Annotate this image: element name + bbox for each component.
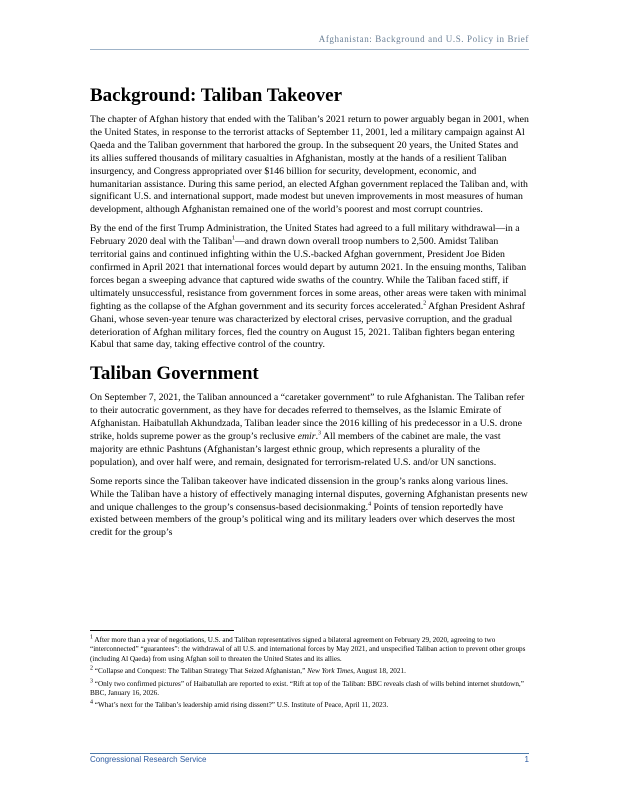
footnote-ref[interactable]: 1 xyxy=(231,235,235,242)
footer-publisher: Congressional Research Service xyxy=(90,755,207,764)
footnote-text: “Collapse and Conquest: The Taliban Strategy That Seized Afghanistan,” xyxy=(93,667,308,676)
footnote-number: 3 xyxy=(90,678,93,685)
paragraph xyxy=(90,392,529,469)
footnote xyxy=(90,701,529,710)
footnote-text: “Only two confirmed pictures” of Haibatullah are reported to exist. “Rift at top of the Taliban: BBC reveals clash of wills behind internet shutdown,” BBC, January 16, 2026. xyxy=(90,679,524,698)
footnote-number: 4 xyxy=(90,700,93,707)
footnote-text: , August 18, 2021. xyxy=(353,667,406,676)
paragraph-text: All members of the cabinet are male, the vast majority are ethnic Pashtuns (Afghanistan’s largest ethnic group, which represents a plurality of the population), and over half were, and remain, designated for terrorism-related U.S. and/or UN sanctions. xyxy=(90,431,501,468)
footnote xyxy=(90,667,529,676)
footnote-number: 2 xyxy=(90,665,93,672)
footnotes xyxy=(90,636,529,714)
paragraph xyxy=(90,114,529,217)
paragraph-text: . xyxy=(315,431,319,443)
paragraph-text: Points of tension reportedly have existed between members of the group’s political wing and its military leaders over which deserves the most credit for the group’s xyxy=(90,501,515,539)
footer-rule xyxy=(90,753,529,754)
paragraph-text: Afghan President Ashraf Ghani, whose seven-year tenure was characterized by electoral crises, pervasive corruption, and the gradual deterioration of Afghan military forces, fled the country on August 15, 2021. Taliban fighters began entering Kabul that same day, taking effective control of the country. xyxy=(90,300,526,351)
page-number: 1 xyxy=(524,755,529,764)
header-rule xyxy=(90,49,529,50)
running-header: Afghanistan: Background and U.S. Policy in Brief xyxy=(318,34,529,44)
paragraph xyxy=(90,476,529,541)
emphasized-term: emir xyxy=(297,431,316,443)
paragraph-text: —and drawn down overall troop numbers to 2,500. Amidst Taliban territorial gains and continued infighting within the U.S.-backed Afghan government, President Joe Biden confirmed in April 2021 that international forces would depart by autumn 2021. In the ensuing months, Taliban forces began a sweeping advance that captured wide swaths of the country. While the Taliban faced stiff, if ultimately unsuccessful, resistance from government forces in some areas, other areas were taken with minimal fighting as the collapse of the Afghan government and its security forces accelerated. xyxy=(90,236,527,312)
paragraph-text: Some reports since the Taliban takeover have indicated dissension in the group’s ranks along various lines. While the Taliban have a history of effectively managing internal disputes, governing Afghanistan presents new and unique challenges to the group’s consensus-based decisionmaking. xyxy=(90,475,528,513)
body-content xyxy=(90,84,529,546)
paragraph-text: On September 7, 2021, the Taliban announced a “caretaker government” to rule Afghanistan. The Taliban refer to their autocratic government, as they have for decades referred to themselves, as the Islamic Emirate of Afghanistan. Haibatullah Akhundzada, Taliban leader since the 2016 killing of his predecessor in a U.S. drone strike, holds supreme power as the group’s reclusive xyxy=(90,392,525,443)
paragraph-text: By the end of the first Trump Administration, the United States had agreed to a full military withdrawal—in a February 2020 deal with the Taliban xyxy=(90,223,520,248)
footnote-rule xyxy=(90,630,234,631)
paragraph-text: The chapter of Afghan history that ended with the Taliban’s 2021 return to power arguably began in 2001, when the United States, in response to the terrorist attacks of September 11, 2001, led a military campaign against Al Qaeda and the Taliban government that harbored the group. In the subsequent 20 years, the United States and its allies suffered thousands of military casualties in Afghanistan, mostly at the hands of a resilient Taliban insurgency, and Congress appropriated over $146 billion for security, development, economic, and humanitarian assistance. During this same period, an elected Afghan government replaced the Taliban and, with significant U.S. and international support, made modest but uneven improvements in most measures of human development, although Afghanistan remained one of the world’s poorest and most corrupt countries. xyxy=(90,114,529,216)
section-heading-taliban-government: Taliban Government xyxy=(90,363,259,385)
footnote-text: After more than a year of negotiations, U.S. and Taliban representatives signed a bilateral agreement on February 29, 2020, agreeing to two “interconnected” “guarantees”: the withdrawal of all U.S. and international forces by May 2021, and unspecified Taliban action to prevent other groups (including Al Qaeda) from using Afghan soil to threaten the United States and its allies. xyxy=(90,636,526,663)
footnote-text: “What’s next for the Taliban’s leadership amid rising dissent?” U.S. Institute of Peace, April 11, 2023. xyxy=(93,701,389,710)
footnote xyxy=(90,680,529,699)
publication-name: New York Times xyxy=(307,667,354,676)
footnote-ref[interactable]: 4 xyxy=(368,501,372,508)
section-heading-background: Background: Taliban Takeover xyxy=(90,85,343,106)
footnote xyxy=(90,636,529,664)
footnote-number: 1 xyxy=(90,634,93,641)
footnote-ref[interactable]: 3 xyxy=(318,430,322,437)
footnote-ref[interactable]: 2 xyxy=(423,300,427,307)
paragraph xyxy=(90,223,529,352)
